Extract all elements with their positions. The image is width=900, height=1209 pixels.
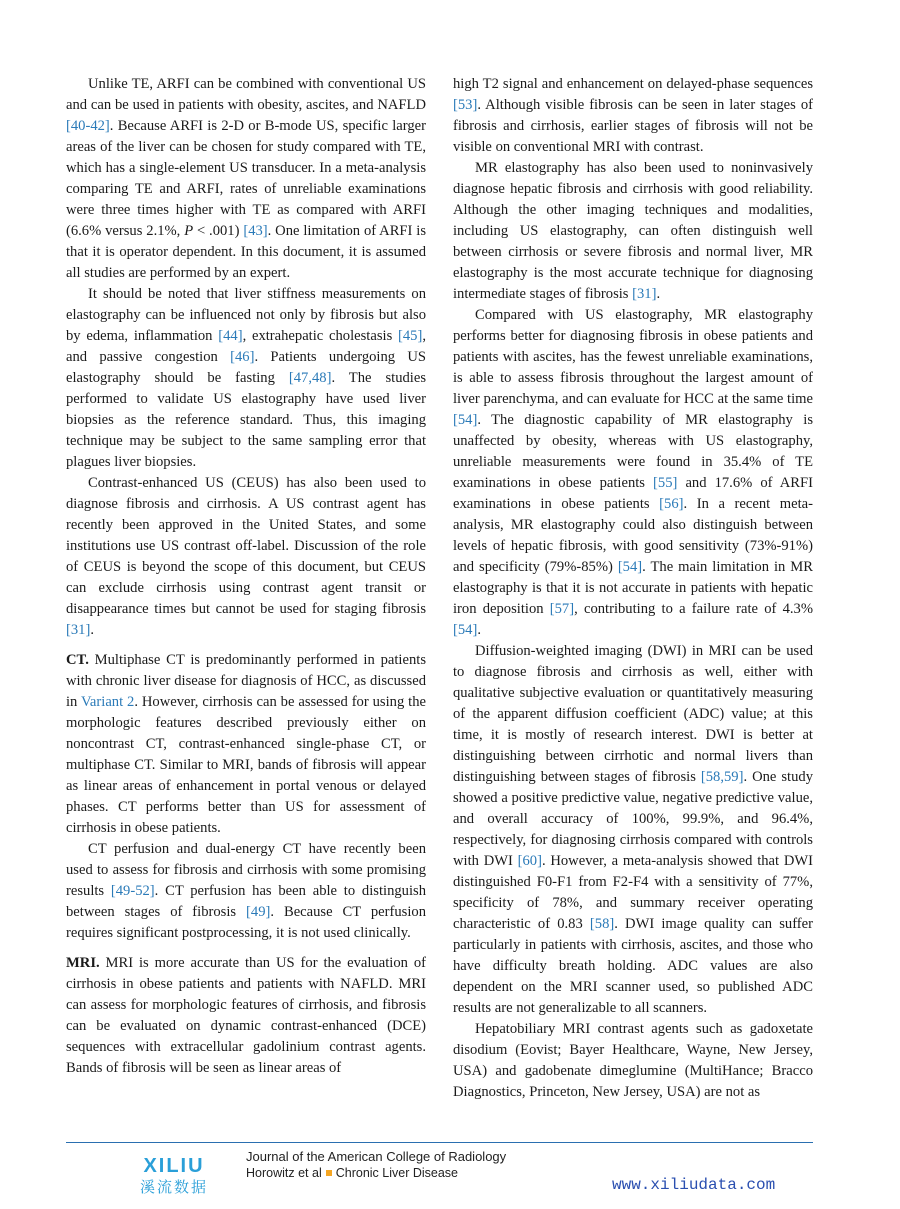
right-column xyxy=(453,74,813,1103)
paragraph xyxy=(66,839,426,944)
citation-link[interactable]: [31] xyxy=(66,622,91,638)
text: . Patients undergoing US elastography should be fasting xyxy=(66,349,426,386)
text: and 17.6% of ARFI examinations in obese patients xyxy=(453,475,813,512)
text: . The diagnostic capability of MR elastography is unaffected by obesity, whereas with US elastography, unreliable measurements were found in 35.4% of TE examinations in obese patients xyxy=(453,412,813,491)
section-mri xyxy=(66,953,426,1079)
citation-link[interactable]: [60] xyxy=(517,853,542,869)
text: . However, a meta-analysis showed that DWI distinguished F0-F1 from F2-F4 with a sensitivity of 77%, specificity of 78%, and summary receiver operating characteristic of 0.83 xyxy=(453,853,813,932)
text: . One study showed a positive predictive value, negative predictive value, and overall accuracy of 100%, 99.9%, and 96.4%, respectively, for diagnosing cirrhosis compared with controls with DWI xyxy=(453,769,813,869)
citation-link[interactable]: [58,59] xyxy=(700,769,744,785)
text: . CT perfusion has been able to distinguish between stages of fibrosis xyxy=(66,883,426,920)
section-heading: CT. xyxy=(66,652,89,668)
watermark-url[interactable]: www.xiliudata.com xyxy=(612,1176,776,1194)
text: Multiphase CT is predominantly performed in patients with chronic liver disease for diagnosis of HCC, as discussed in xyxy=(66,652,426,710)
paragraph xyxy=(66,74,426,284)
citation-link[interactable]: [46] xyxy=(230,349,255,365)
text: . xyxy=(90,622,94,638)
logo-latin: XILIU xyxy=(143,1155,205,1177)
text: . DWI image quality can suffer particularly in patients with cirrhosis, ascites, and those who have difficulty breath holding. ADC values are also dependent on the MRI scanner used, so published ADC results are not generalizable to all scanners. xyxy=(453,916,814,1016)
citation-link[interactable]: [43] xyxy=(243,223,268,239)
citation-link[interactable]: [53] xyxy=(453,97,478,113)
logo-chinese: 溪流数据 xyxy=(139,1178,209,1196)
text: . The studies performed to validate US elastography have used liver biopsies as the reference standard. Thus, this imaging technique may be subject to the same sampling error that plagues liver biopsies. xyxy=(66,370,426,470)
text: . xyxy=(477,622,481,638)
text: P xyxy=(184,223,194,239)
separator-square xyxy=(326,1170,332,1176)
citation-link[interactable]: [44] xyxy=(218,328,243,344)
xiliu-logo xyxy=(128,1152,220,1196)
citation-link[interactable]: [58] xyxy=(589,916,615,932)
paragraph xyxy=(453,158,813,305)
text: , and passive congestion xyxy=(66,328,426,365)
citation-link[interactable]: [57] xyxy=(549,601,575,617)
text: . Because CT perfusion requires significant postprocessing, it is not used clinically. xyxy=(66,904,426,941)
footer-rule xyxy=(66,1142,813,1143)
text: . xyxy=(656,286,661,302)
citation-link[interactable]: [31] xyxy=(632,286,657,302)
text: MR elastography has also been used to noninvasively diagnose hepatic fibrosis and cirrhosis with good reliability. Although the other imaging techniques and modalities, including US elastography, can often distinguish well between cirrhosis or severe fibrosis and normal liver, MR elastography is the most accurate technique for diagnosing intermediate stages of fibrosis xyxy=(453,160,813,302)
text: Unlike TE, ARFI can be combined with conventional US and can be used in patients with obesity, ascites, and NAFLD xyxy=(66,76,426,113)
text: . In a recent meta-analysis, MR elastography could also distinguish between levels of hepatic fibrosis, with good sensitivity (73%-91%) and specificity (79%-85%) xyxy=(453,496,813,575)
section-ct xyxy=(66,650,426,839)
text: Compared with US elastography, MR elastography performs better for diagnosing fibrosis in obese patients and patients with ascites, has the fewest unreliable examinations, is able to assess fibrosis throughout the largest amount of liver parenchyma, and can evaluate for HCC at the same time xyxy=(453,307,813,407)
running-footer xyxy=(246,1166,458,1180)
paragraph xyxy=(453,74,813,158)
citation-link[interactable]: [49-52] xyxy=(110,883,155,899)
text: Contrast-enhanced US (CEUS) has also been used to diagnose fibrosis and cirrhosis. A US contrast agent has recently been approved in the United States, and some institutions use US contrast off-label. Discussion of the role of CEUS is beyond the scope of this document, but CEUS can exclude cirrhosis using contrast agent transit or disappearance times but cannot be used for staging fibrosis xyxy=(66,475,426,617)
citation-link[interactable]: [54] xyxy=(453,412,478,428)
section-heading: MRI. xyxy=(66,955,100,971)
citation-link[interactable]: [45] xyxy=(398,328,423,344)
citation-link[interactable]: [40-42] xyxy=(66,118,110,134)
left-column xyxy=(66,74,426,1079)
paragraph xyxy=(66,473,426,641)
authors: Horowitz et al xyxy=(246,1166,322,1180)
text: . However, cirrhosis can be assessed for using the morphologic features described previously either on noncontrast CT, contrast-enhanced single-phase CT, or multiphase CT. Similar to MRI, bands of fibrosis will appear as linear areas of enhancement in portal venous or delayed phases. CT performs better than US for assessment of cirrhosis in obese patients. xyxy=(66,694,426,836)
text: . Because ARFI is 2-D or B-mode US, specific larger areas of the liver can be chosen for study compared with TE, which has a single-element US transducer. In a meta-analysis comparing TE and ARFI, rates of unreliable examinations were three times higher with TE as compared with ARFI (6.6% versus 2.1%, xyxy=(66,118,426,239)
paragraph xyxy=(66,284,426,473)
citation-link[interactable]: [54] xyxy=(617,559,643,575)
paragraph xyxy=(453,641,813,1019)
citation-link[interactable]: [54] xyxy=(453,622,478,638)
text: . One limitation of ARFI is that it is operator dependent. In this document, it is assumed all studies are performed by an expert. xyxy=(66,223,427,281)
text: MRI is more accurate than US for the evaluation of cirrhosis in obese patients and patients with NAFLD. MRI can assess for morphologic features of cirrhosis, and fibrosis can be evaluated on dynamic contrast-enhanced (DCE) sequences with extracellular gadolinium contrast agents. Bands of fibrosis will be seen as linear areas of xyxy=(66,955,426,1076)
text: CT perfusion and dual-energy CT have recently been used to assess for fibrosis and cirrhosis with some promising results xyxy=(66,841,426,899)
text: high T2 signal and enhancement on delayed-phase sequences xyxy=(453,76,813,92)
text: Hepatobiliary MRI contrast agents such as gadoxetate disodium (Eovist; Bayer Healthcare, Wayne, New Jersey, USA) and gadobenate dimeglumine (MultiHance; Bracco Diagnostics, Princeton, New Jersey, USA) are not as xyxy=(453,1021,813,1100)
journal-name: Journal of the American College of Radiology xyxy=(246,1149,507,1164)
text: . Although visible fibrosis can be seen in later stages of fibrosis and cirrhosis, earlier stages of fibrosis will not be visible on conventional MRI with contrast. xyxy=(453,97,813,155)
cross-reference-link[interactable]: Variant 2 xyxy=(81,694,135,710)
paragraph xyxy=(453,305,813,641)
text: . The main limitation in MR elastography is that it is not accurate in patients with hepatic iron deposition xyxy=(453,559,813,617)
topic: Chronic Liver Disease xyxy=(335,1166,459,1180)
text: , extrahepatic cholestasis xyxy=(242,328,399,344)
text: Diffusion-weighted imaging (DWI) in MRI can be used to diagnose fibrosis and cirrhosis as well, either with qualitative subjective evaluation or quantitatively measuring of the apparent diffusion coefficient (ADC) value; at this time, it is mostly of research interest. DWI is better at distinguishing between cirrhotic and normal livers than distinguishing between stages of fibrosis xyxy=(453,643,813,785)
text: It should be noted that liver stiffness measurements on elastography can be influenced not only by fibrosis but also by edema, inflammation xyxy=(66,286,426,344)
citation-link[interactable]: [49] xyxy=(246,904,271,920)
paragraph xyxy=(453,1019,813,1103)
text: < .001) xyxy=(193,223,244,239)
citation-link[interactable]: [47,48] xyxy=(288,370,332,386)
text: , contributing to a failure rate of 4.3% xyxy=(574,601,813,617)
citation-link[interactable]: [56] xyxy=(659,496,684,512)
citation-link[interactable]: [55] xyxy=(653,475,678,491)
